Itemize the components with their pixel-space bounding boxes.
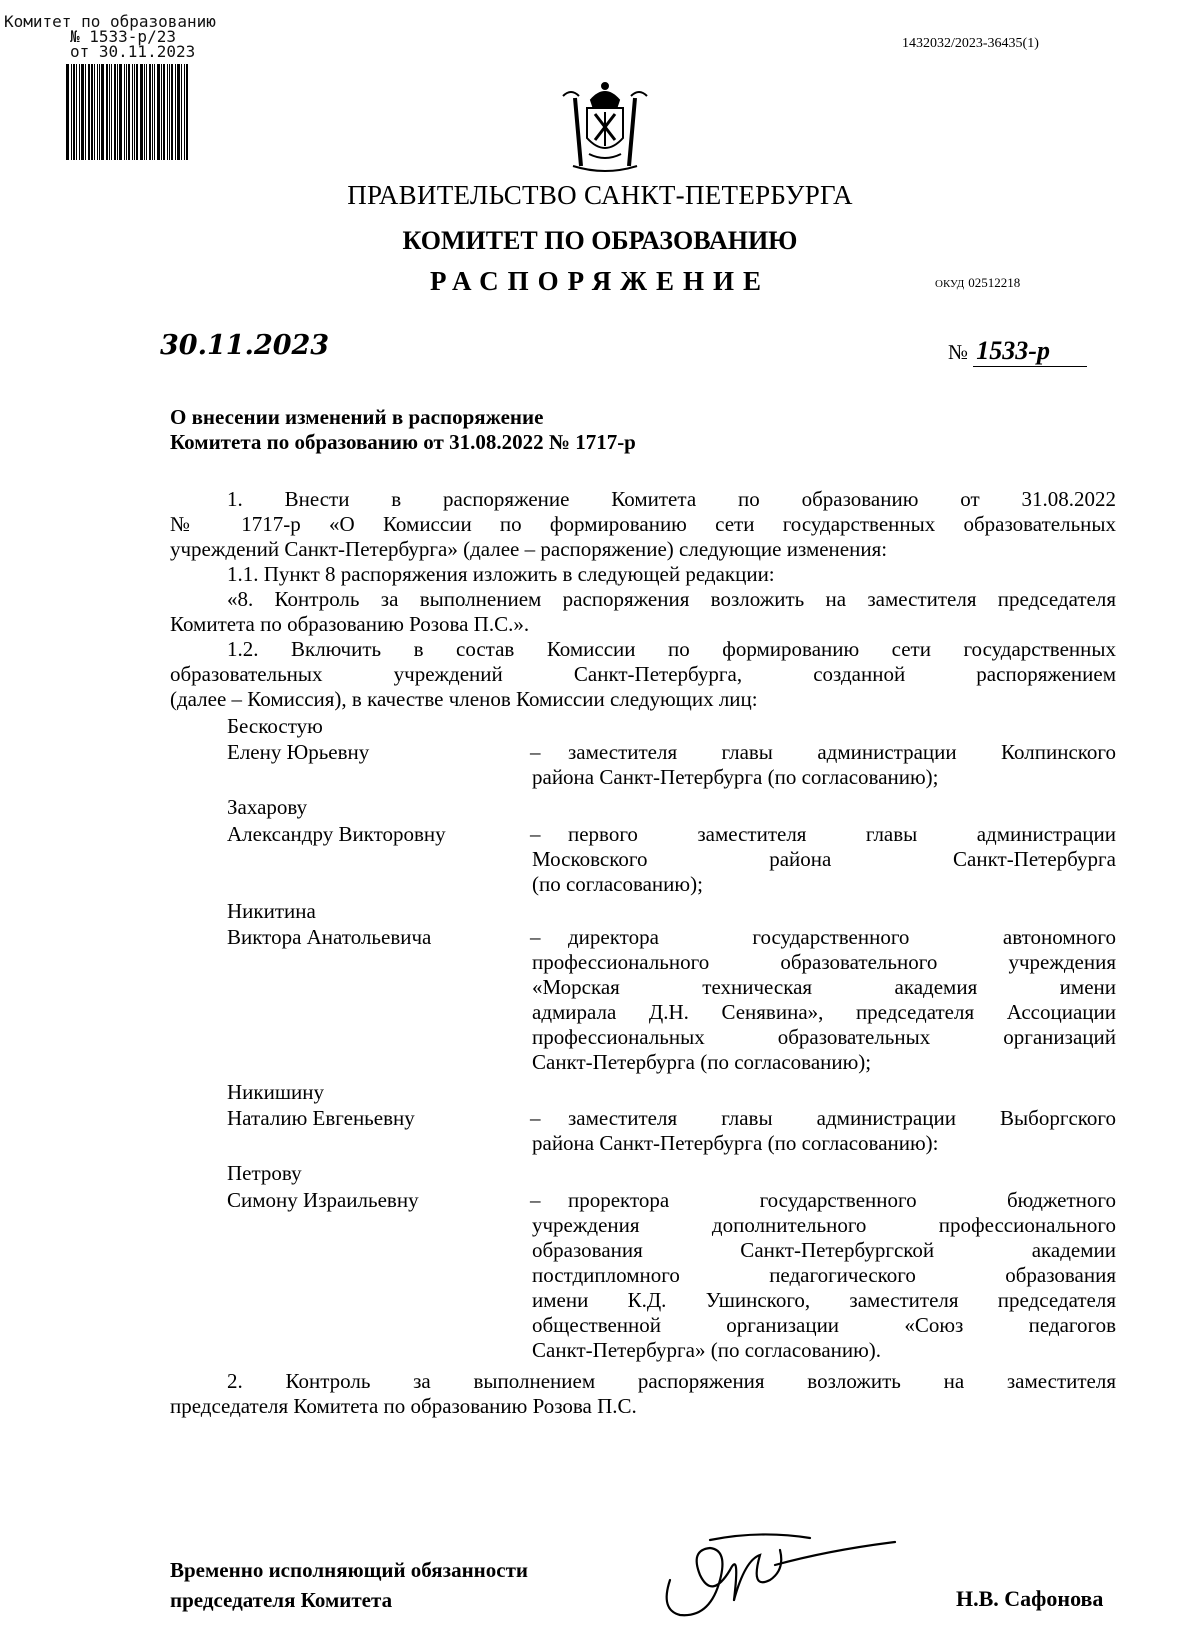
position-line: (по согласованию);: [532, 872, 703, 896]
member-surname: Бескостую: [227, 714, 323, 738]
barcode-bar: [128, 64, 130, 160]
barcode-bar: [111, 64, 112, 160]
position-line: профессионального образовательного учреждения: [532, 950, 1116, 974]
document-id: 1432032/2023-36435(1): [902, 36, 1039, 51]
barcode-bar: [71, 64, 72, 160]
member-dash: –: [530, 740, 541, 764]
position-line: района Санкт-Петербурга (по согласованию);: [532, 765, 939, 789]
barcode-bar: [175, 64, 176, 160]
text-line: 1.1. Пункт 8 распоряжения изложить в следующей редакции:: [227, 562, 775, 586]
barcode-bar: [117, 64, 118, 160]
number-value: 1533-р: [973, 336, 1087, 367]
position-line: общественной организации «Союз педагогов: [532, 1313, 1116, 1337]
okud-label: ОКУД: [935, 278, 965, 290]
barcode-bar: [88, 64, 90, 160]
barcode-bar: [109, 64, 110, 160]
member-dash: –: [530, 925, 541, 949]
position-line: образования Санкт-Петербургской академии: [532, 1238, 1116, 1262]
position-line: Санкт-Петербурга (по согласованию);: [532, 1050, 872, 1074]
barcode-bar: [101, 64, 104, 160]
barcode-bar: [167, 64, 168, 160]
barcode-bar: [99, 64, 100, 160]
text-line: учреждений Санкт-Петербурга» (далее – распоряжение) следующие изменения:: [170, 537, 888, 561]
signatory-title-line: председателя Комитета: [170, 1588, 393, 1612]
member-position: [532, 925, 1116, 1075]
handwritten-signature-icon: [650, 1520, 900, 1625]
barcode-bar: [81, 64, 84, 160]
position-line: постдипломного педагогического образования: [532, 1263, 1116, 1287]
text-line: Комитета по образованию Розова П.С.».: [170, 612, 530, 636]
position-line: директора государственного автономного: [568, 925, 1116, 949]
text-line: 1.2. Включить в состав Комиссии по формированию сети государственных: [227, 637, 1116, 661]
text-line: 1. Внести в распоряжение Комитета по образованию от 31.08.2022: [227, 487, 1116, 511]
barcode-bar: [171, 64, 173, 160]
barcode-bar: [73, 64, 75, 160]
barcode-bar: [97, 64, 98, 160]
barcode-bar: [184, 64, 185, 160]
text-line: (далее – Комиссия), в качестве членов Комиссии следующих лиц:: [170, 687, 758, 711]
document-number: [948, 336, 1087, 367]
position-line: профессиональных образовательных организаций: [532, 1025, 1116, 1049]
barcode-bar: [134, 64, 135, 160]
text-line: № 1717-р «О Комиссии по формированию сети государственных образовательных: [170, 512, 1116, 536]
position-line: заместителя главы администрации Колпинского: [568, 740, 1116, 764]
position-line: учреждения дополнительного профессионального: [532, 1213, 1116, 1237]
signatory-name: Н.В. Сафонова: [956, 1586, 1104, 1611]
position-line: «Морская техническая академия имени: [532, 975, 1116, 999]
barcode-bar: [146, 64, 147, 160]
document-type-heading: РАСПОРЯЖЕНИЕ: [429, 266, 771, 296]
barcode-bar: [91, 64, 93, 160]
paragraph-1: [170, 487, 1116, 712]
subject-line: О внесении изменений в распоряжение: [170, 405, 544, 429]
member-surname: Петрову: [227, 1161, 302, 1185]
member-position: [532, 1106, 1116, 1156]
barcode-bar: [149, 64, 151, 160]
member-given-name: Симону Израильевну: [227, 1188, 419, 1212]
position-line: Московского района Санкт-Петербурга: [532, 847, 1116, 871]
barcode-bar: [85, 64, 86, 160]
member-surname: Захарову: [227, 795, 308, 819]
signatory-title-line: Временно исполняющий обязанности: [170, 1558, 529, 1582]
barcode-bar: [181, 64, 182, 160]
barcode-bar: [157, 64, 160, 160]
member-given-name: Наталию Евгеньевну: [227, 1106, 415, 1130]
stamp-line: № 1533-р/23: [70, 27, 176, 46]
committee-heading: КОМИТЕТ ПО ОБРАЗОВАНИЮ: [402, 226, 798, 255]
member-position: [532, 1188, 1116, 1363]
member-dash: –: [530, 1106, 541, 1130]
member-given-name: Александру Викторовну: [227, 822, 446, 846]
stamp-line: от 30.11.2023: [70, 42, 196, 61]
barcode-bar: [163, 64, 165, 160]
barcode-bar: [140, 64, 143, 160]
position-line: района Санкт-Петербурга (по согласованию):: [532, 1131, 939, 1155]
barcode-bar: [66, 64, 69, 160]
barcode-bar: [152, 64, 153, 160]
stamp-line: Комитет по образованию: [4, 12, 216, 31]
member-given-name: Елену Юрьевну: [227, 740, 370, 764]
member-position: [532, 740, 1116, 790]
okud-value: 02512218: [968, 275, 1021, 290]
barcode-bar: [76, 64, 77, 160]
barcode-bar: [136, 64, 138, 160]
barcode-bar: [124, 64, 125, 160]
barcode-bar: [119, 64, 122, 160]
position-line: заместителя главы администрации Выборгского: [568, 1106, 1116, 1130]
position-line: Санкт-Петербурга» (по согласованию).: [532, 1338, 882, 1362]
subject-line: Комитета по образованию от 31.08.2022 № 1717-р: [170, 430, 636, 454]
barcode-bar: [154, 64, 155, 160]
document-subject: [170, 405, 636, 455]
barcode-bar: [79, 64, 80, 160]
coat-of-arms-icon: [545, 78, 665, 174]
document-date: 30.11.2023: [160, 330, 330, 361]
barcode-bar: [94, 64, 95, 160]
number-prefix: №: [948, 340, 969, 364]
position-line: имени К.Д. Ушинского, заместителя председателя: [532, 1288, 1116, 1312]
government-heading: ПРАВИТЕЛЬСТВО САНКТ-ПЕТЕРБУРГА: [347, 180, 853, 210]
okud-code: [935, 275, 1020, 291]
text-line: председателя Комитета по образованию Розова П.С.: [170, 1394, 637, 1418]
registration-stamp: [4, 14, 224, 59]
member-dash: –: [530, 822, 541, 846]
barcode-bar: [161, 64, 162, 160]
position-line: адмирала Д.Н. Сенявина», председателя Ассоциации: [532, 1000, 1116, 1024]
barcode-bar: [132, 64, 133, 160]
barcode: [66, 64, 208, 160]
member-dash: –: [530, 1188, 541, 1212]
member-surname: Никитина: [227, 899, 316, 923]
barcode-bar: [106, 64, 108, 160]
barcode-bar: [114, 64, 116, 160]
member-surname: Никишину: [227, 1080, 324, 1104]
text-line: образовательных учреждений Санкт-Петербурга, созданной распоряжением: [170, 662, 1116, 686]
barcode-bar: [126, 64, 127, 160]
position-line: первого заместителя главы администрации: [568, 822, 1116, 846]
position-line: проректора государственного бюджетного: [568, 1188, 1116, 1212]
member-given-name: Виктора Анатольевича: [227, 925, 432, 949]
barcode-bar: [169, 64, 170, 160]
member-position: [532, 822, 1116, 897]
paragraph-2: [170, 1369, 1116, 1419]
text-line: 2. Контроль за выполнением распоряжения возложить на заместителя: [227, 1369, 1116, 1393]
signatory-title: [170, 1555, 528, 1615]
barcode-bar: [144, 64, 145, 160]
text-line: «8. Контроль за выполнением распоряжения возложить на заместителя председателя: [227, 587, 1116, 611]
barcode-bar: [177, 64, 180, 160]
barcode-bar: [186, 64, 188, 160]
